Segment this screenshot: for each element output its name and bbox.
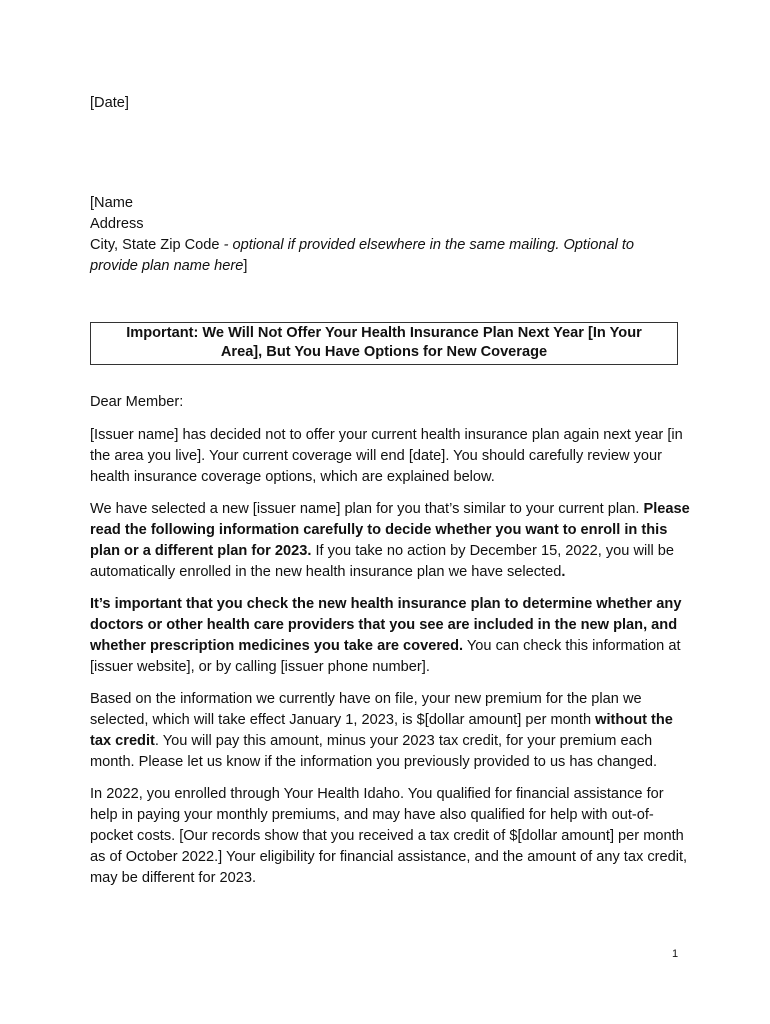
p4-text-c: . You will pay this amount, minus your 2023 tax credit, for your premium each month. Please let us know if the information you previously provided to us has changed.	[90, 733, 658, 770]
letter-date: [Date]	[90, 95, 129, 111]
recipient-street: Address	[90, 216, 144, 232]
recipient-name: [Name	[90, 195, 133, 211]
notice-title-line2: Area], But You Have Options for New Coverage	[220, 344, 548, 360]
recipient-address-block	[90, 193, 690, 277]
p2-period: .	[561, 564, 566, 580]
p4-text-a: Based on the information we currently have on file, your new premium for the plan we selected, which will take effect January 1, 2023, is $[dollar amount] per month	[90, 691, 642, 728]
p3-text: You can check this information at [issuer website], or by calling [issuer phone number].	[90, 638, 681, 675]
p2-emphasis: Please read the following information carefully to decide whether you want to enroll in this plan or a different plan for 2023.	[90, 501, 690, 559]
p4-emphasis: without the tax credit	[90, 712, 673, 749]
paragraph-plan-discontinued: [Issuer name] has decided not to offer your current health insurance plan again next year [in the area you live]. Your current coverage will end [date]. You should carefully review your health insurance coverage options, which are explained below.	[90, 427, 683, 485]
p3-emphasis: It’s important that you check the new health insurance plan to determine whether any doctors or other health care providers that you see are included in the new plan, and whether prescription medicines you take are covered.	[90, 596, 682, 654]
p2-text-a: We have selected a new [issuer name] plan for you that’s similar to your current plan.	[90, 501, 644, 517]
notice-title-box	[90, 322, 678, 365]
city-state-zip: City, State Zip Code	[90, 237, 220, 253]
plan-name-note: provide plan name here	[90, 258, 244, 274]
greeting: Dear Member:	[90, 394, 184, 410]
paragraph-premium	[90, 689, 690, 773]
notice-title-line1: Important: We Will Not Offer Your Health Insurance Plan Next Year [In Your	[126, 325, 642, 341]
recipient-city-note-line2	[90, 256, 690, 277]
letter-body	[90, 392, 690, 900]
p2-text-c: If you take no action by December 15, 2022, you will be automatically enrolled in the new health insurance plan we have selected	[90, 543, 675, 580]
city-note: - optional if provided elsewhere in the same mailing. Optional to	[219, 237, 635, 253]
paragraph-check-providers	[90, 594, 690, 678]
close-bracket: ]	[243, 258, 248, 274]
page-number: 1	[672, 948, 679, 960]
paragraph-financial-assistance: In 2022, you enrolled through Your Health Idaho. You qualified for financial assistance for help in paying your monthly premiums, and may have also qualified for help with out-of-pocket costs. [Our records show that you received a tax credit of $[dollar amount] per month as of October 2022.] Your eligibility for financial assistance, and the amount of any tax credit, may be different for 2023.	[90, 786, 688, 886]
recipient-city-line	[90, 235, 690, 256]
paragraph-new-plan	[90, 499, 690, 583]
